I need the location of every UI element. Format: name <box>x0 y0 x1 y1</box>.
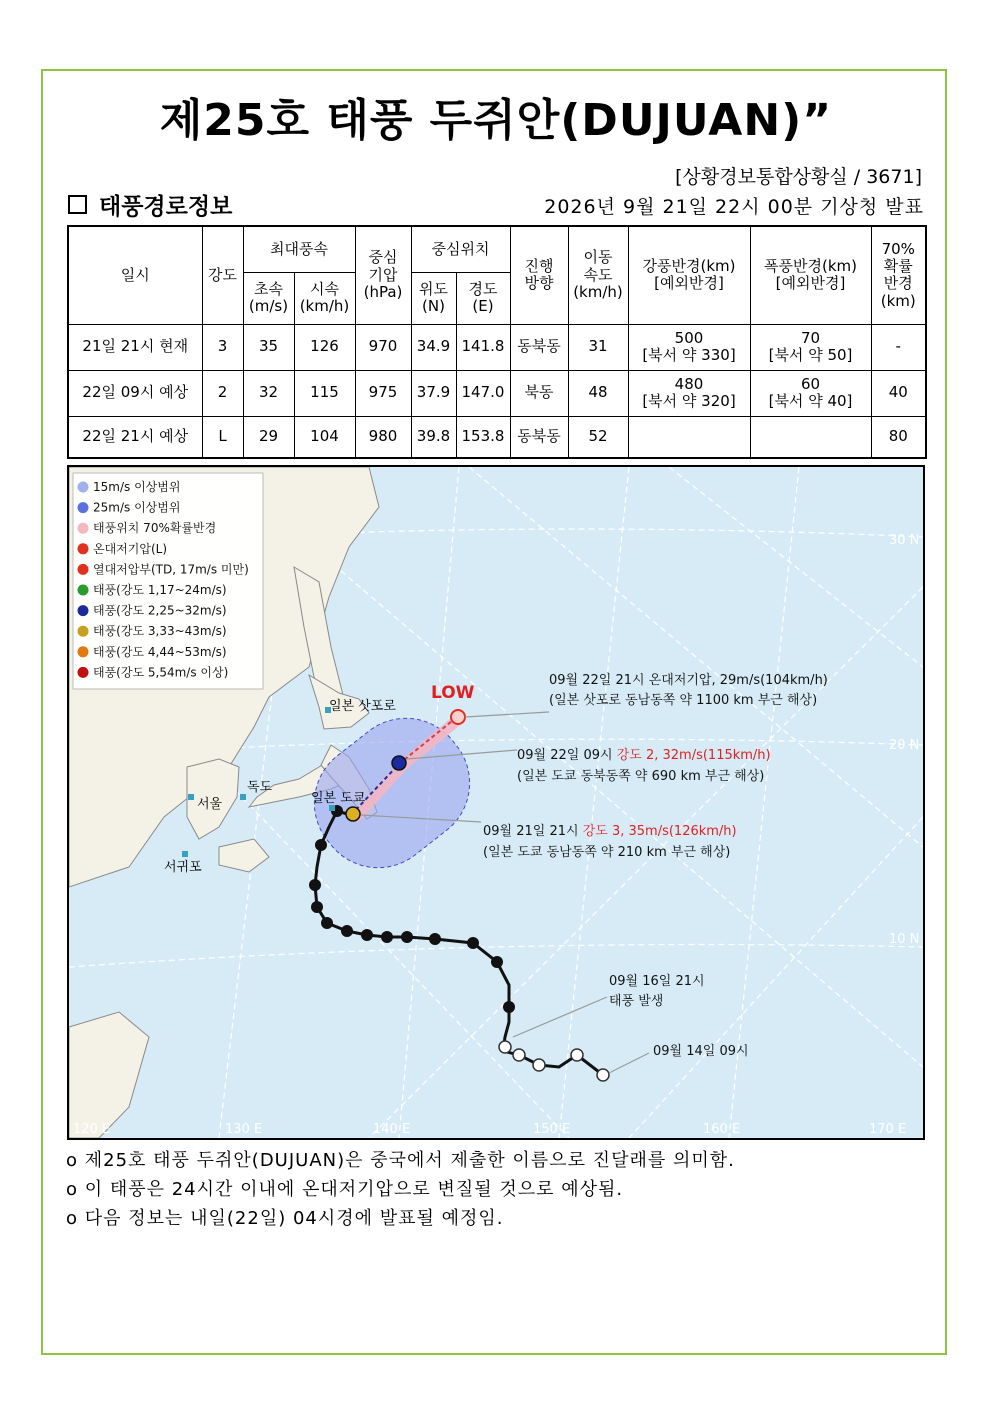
callout-low-line2: (일본 삿포로 동남동쪽 약 1100 km 부근 해상) <box>549 693 818 708</box>
legend-swatch-icon <box>78 543 89 554</box>
note-line: o 다음 정보는 내일(22일) 04시경에 발표될 예정임. <box>66 1208 504 1229</box>
cell-intensity: 3 <box>202 324 243 370</box>
cell-time: 22일 09시 예상 <box>68 370 202 416</box>
header-direction: 진행 방향 <box>510 226 568 324</box>
department-label: [상황경보통합상황실 / 3671] <box>675 166 922 188</box>
cell-lon: 141.8 <box>456 324 510 370</box>
cell-speed: 52 <box>568 416 628 458</box>
legend-swatch-icon <box>78 482 89 493</box>
typhoon-marker <box>491 956 503 968</box>
legend-swatch-icon <box>78 667 89 678</box>
typhoon-marker <box>381 931 393 943</box>
typhoon-marker <box>401 931 413 943</box>
cell-prob: - <box>871 324 926 370</box>
legend-swatch-icon <box>78 564 89 575</box>
legend-label: 태풍(강도 2,25~32m/s) <box>93 603 227 618</box>
issued-time: 2026년 9월 21일 22시 00분 기상청 발표 <box>544 196 924 218</box>
legend-label: 온대저기압(L) <box>93 541 168 556</box>
typhoon-track-map <box>67 465 925 1140</box>
callout-current-line1: 09월 21일 21시 강도 3, 35m/s(126km/h) <box>483 824 737 839</box>
typhoon-marker <box>429 933 441 945</box>
legend-swatch-icon <box>78 646 89 657</box>
section-title: 태풍경로정보 <box>99 194 233 220</box>
header-storm-radius: 폭풍반경(km) [예외반경] <box>750 226 871 324</box>
low-label: LOW <box>431 683 475 703</box>
header-time: 일시 <box>68 226 202 324</box>
lon-label: 120 E <box>73 1122 111 1137</box>
legend-swatch-icon <box>78 626 89 637</box>
note-line: o 이 태풍은 24시간 이내에 온대저기압으로 변질될 것으로 예상됨. <box>66 1179 624 1200</box>
cell-kmh: 104 <box>294 416 355 458</box>
cell-speed: 31 <box>568 324 628 370</box>
callout-forecast-line2: (일본 도쿄 동북동쪽 약 690 km 부근 해상) <box>517 769 765 784</box>
cell-prob: 80 <box>871 416 926 458</box>
header-ms: 초속 (m/s) <box>243 272 294 324</box>
cell-kmh: 115 <box>294 370 355 416</box>
cell-direction: 동북동 <box>510 416 568 458</box>
table-row <box>68 416 926 458</box>
map-svg <box>69 467 923 1138</box>
legend-swatch-icon <box>78 502 89 513</box>
cell-intensity: L <box>202 416 243 458</box>
page-title: 제25호 태풍 두쥐안(DUJUAN)” <box>159 95 833 146</box>
table-row <box>68 324 926 370</box>
lat-label: 30 N <box>889 533 920 548</box>
cell-ms: 29 <box>243 416 294 458</box>
typhoon-info-table <box>67 225 927 459</box>
cell-pressure: 980 <box>355 416 411 458</box>
cell-pressure: 975 <box>355 370 411 416</box>
low-marker <box>451 710 465 724</box>
current-position-marker <box>346 807 360 821</box>
callout-current-line2: (일본 도쿄 동남동쪽 약 210 km 부근 해상) <box>483 845 731 860</box>
header-strong-radius: 강풍반경(km) [예외반경] <box>628 226 750 324</box>
label-seoul: 서울 <box>197 797 223 812</box>
label-seogwipo: 서귀포 <box>164 860 202 875</box>
label-dokdo: 독도 <box>247 780 273 795</box>
legend-label: 태풍(강도 4,44~53m/s) <box>93 644 227 659</box>
notes <box>66 1146 735 1233</box>
cell-prob: 40 <box>871 370 926 416</box>
cell-pressure: 970 <box>355 324 411 370</box>
cell-strong: 500 [북서 약 330] <box>628 324 750 370</box>
section-heading <box>68 188 232 221</box>
typhoon-marker <box>503 1001 515 1013</box>
typhoon-marker <box>467 937 479 949</box>
callout-genesis-line1: 09월 16일 21시 <box>609 974 705 989</box>
lon-label: 150 E <box>533 1122 571 1137</box>
header-lon: 경도 (E) <box>456 272 510 324</box>
lat-label: 10 N <box>889 932 920 947</box>
td-marker <box>597 1069 609 1081</box>
typhoon-marker <box>321 917 333 929</box>
callout-forecast-line1: 09월 22일 09시 강도 2, 32m/s(115km/h) <box>517 748 771 763</box>
lon-label: 160 E <box>703 1122 741 1137</box>
td-marker <box>499 1041 511 1053</box>
cell-lat: 39.8 <box>411 416 456 458</box>
header-lat: 위도 (N) <box>411 272 456 324</box>
cell-ms: 32 <box>243 370 294 416</box>
legend-label: 15m/s 이상범위 <box>93 480 181 494</box>
label-sapporo: 일본 삿포로 <box>329 699 396 714</box>
cell-storm: 70 [북서 약 50] <box>750 324 871 370</box>
lon-label: 170 E <box>869 1122 907 1137</box>
header-max-wind: 최대풍속 <box>243 226 355 272</box>
lat-label: 20 N <box>889 738 920 753</box>
cell-time: 22일 21시 예상 <box>68 416 202 458</box>
header-intensity: 강도 <box>202 226 243 324</box>
map-legend <box>73 473 263 689</box>
cell-strong <box>628 416 750 458</box>
header-pressure: 중심 기압 (hPa) <box>355 226 411 324</box>
cell-lat: 34.9 <box>411 324 456 370</box>
cell-storm: 60 [북서 약 40] <box>750 370 871 416</box>
cell-ms: 35 <box>243 324 294 370</box>
legend-swatch-icon <box>78 585 89 596</box>
checkbox-icon <box>68 195 87 214</box>
header-kmh: 시속 (km/h) <box>294 272 355 324</box>
cell-storm <box>750 416 871 458</box>
header-speed: 이동 속도 (km/h) <box>568 226 628 324</box>
cell-lat: 37.9 <box>411 370 456 416</box>
legend-label: 열대저압부(TD, 17m/s 미만) <box>93 562 249 577</box>
td-marker <box>533 1059 545 1071</box>
legend-label: 25m/s 이상범위 <box>93 500 181 515</box>
typhoon-marker <box>361 929 373 941</box>
cell-speed: 48 <box>568 370 628 416</box>
td-marker <box>571 1049 583 1061</box>
cell-lon: 153.8 <box>456 416 510 458</box>
table-row <box>68 370 926 416</box>
forecast-position-marker <box>392 756 406 770</box>
cell-direction: 북동 <box>510 370 568 416</box>
legend-swatch-icon <box>78 605 89 616</box>
legend-label: 태풍(강도 1,17~24m/s) <box>93 583 227 597</box>
note-line: o 제25호 태풍 두쥐안(DUJUAN)은 중국에서 제출한 이름으로 진달래를 의미함. <box>66 1150 735 1171</box>
typhoon-marker <box>341 925 353 937</box>
td-marker <box>513 1049 525 1061</box>
typhoon-marker <box>311 901 323 913</box>
legend-label: 태풍(강도 5,54m/s 이상) <box>93 665 229 680</box>
legend-swatch-icon <box>78 523 89 534</box>
legend-label: 태풍위치 70%확률반경 <box>93 521 217 536</box>
label-tokyo: 일본 도쿄 <box>311 791 366 806</box>
header-center: 중심위치 <box>411 226 510 272</box>
cell-lon: 147.0 <box>456 370 510 416</box>
cell-direction: 동북동 <box>510 324 568 370</box>
lon-label: 140 E <box>373 1122 411 1137</box>
header-prob-radius: 70% 확률 반경 (km) <box>871 226 926 324</box>
cell-time: 21일 21시 현재 <box>68 324 202 370</box>
legend-label: 태풍(강도 3,33~43m/s) <box>93 624 227 639</box>
cell-kmh: 126 <box>294 324 355 370</box>
cell-strong: 480 [북서 약 320] <box>628 370 750 416</box>
typhoon-marker <box>315 839 327 851</box>
typhoon-marker <box>309 879 321 891</box>
lon-label: 130 E <box>225 1122 263 1137</box>
callout-low-line1: 09월 22일 21시 온대저기압, 29m/s(104km/h) <box>549 673 828 688</box>
cell-intensity: 2 <box>202 370 243 416</box>
callout-genesis-line2: 태풍 발생 <box>609 994 664 1009</box>
callout-start-line1: 09월 14일 09시 <box>653 1044 749 1059</box>
